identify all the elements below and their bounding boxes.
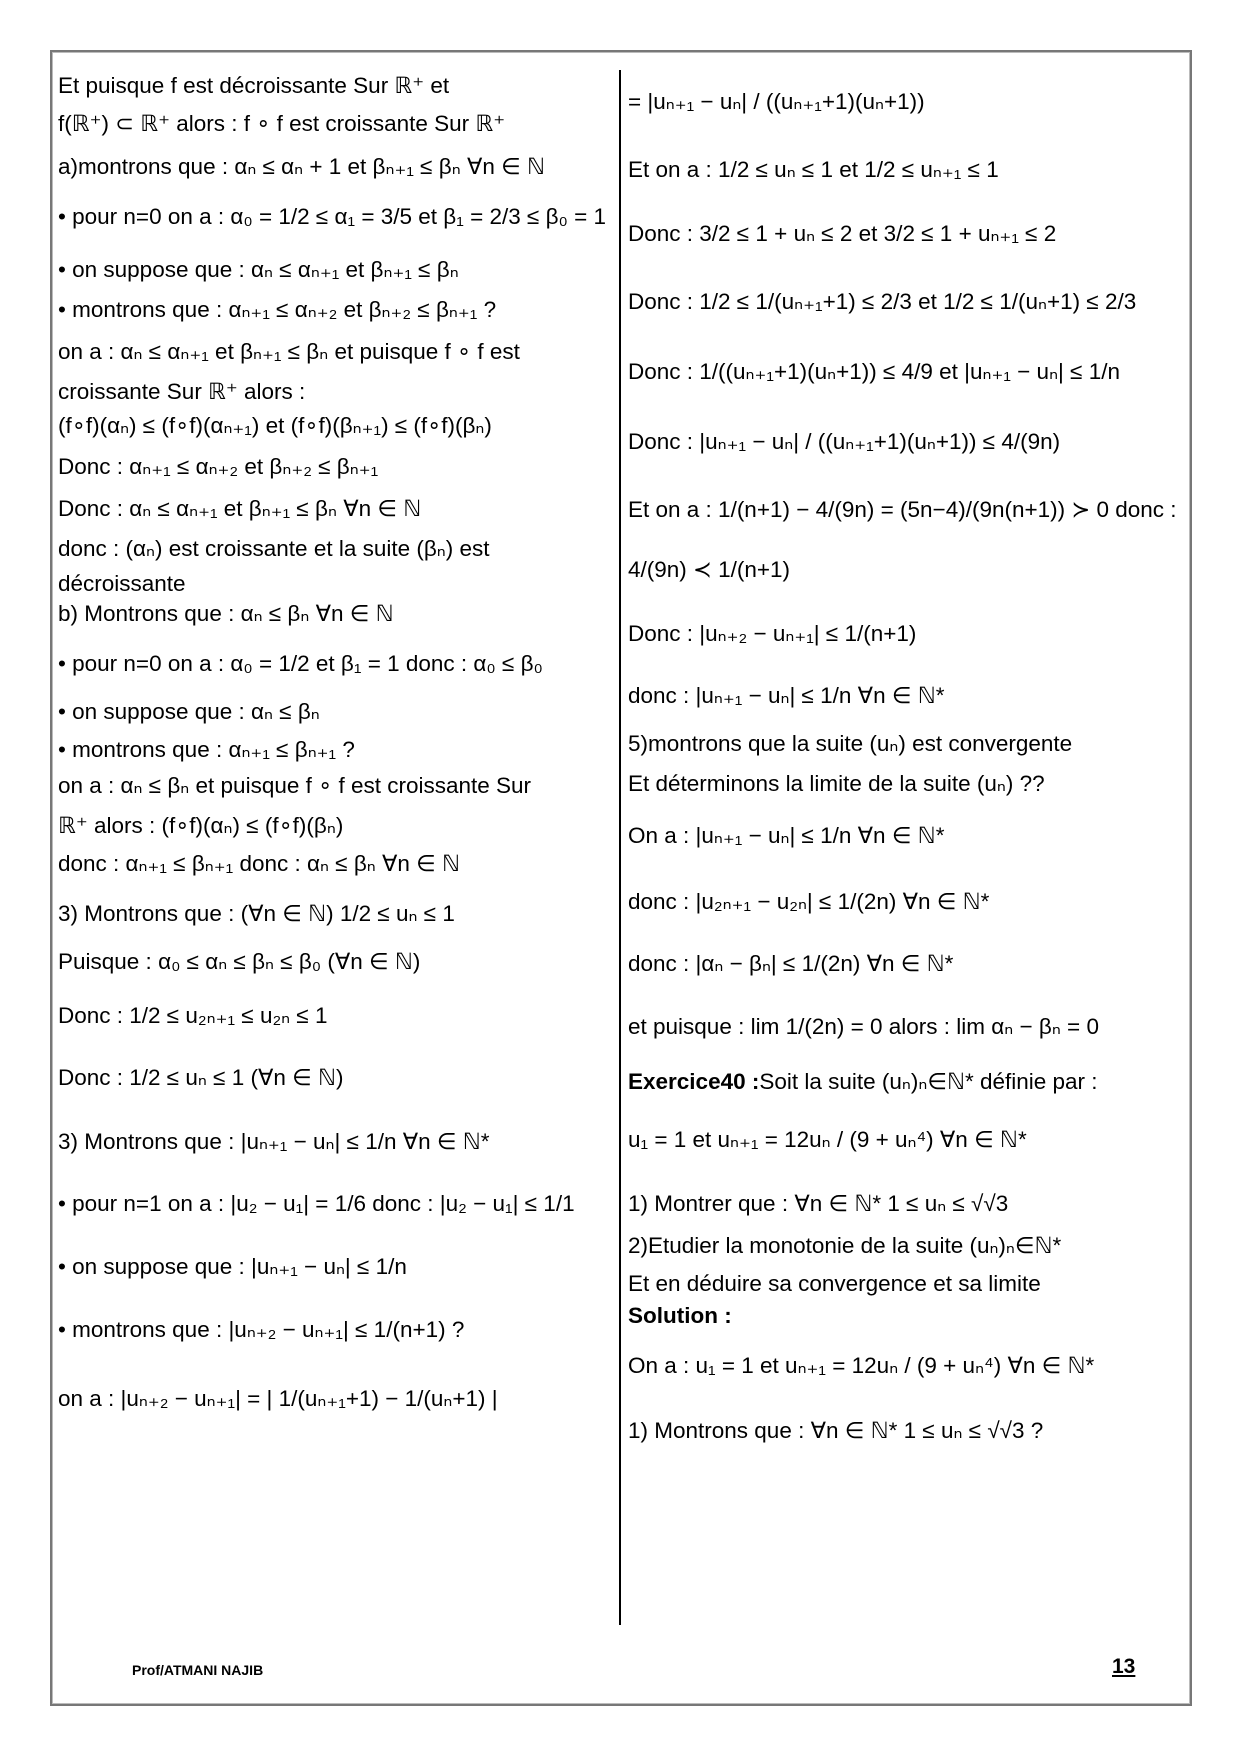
right-line-5: Donc : 1/((uₙ₊₁+1)(uₙ+1)) ≤ 4/9 et |uₙ₊₁ − uₙ| ≤ 1/n (628, 359, 1121, 384)
right-line-2: Et on a : 1/2 ≤ uₙ ≤ 1 et 1/2 ≤ uₙ₊₁ ≤ 1 (628, 157, 999, 182)
left-line-16: • on suppose que : αₙ ≤ βₙ (58, 699, 320, 724)
exercise-intro: Soit la suite (uₙ)ₙ∈ℕ* définie par : (759, 1069, 1098, 1094)
left-line-18: on a : αₙ ≤ βₙ et puisque f ∘ f est croissante Sur (58, 773, 532, 798)
page-number: 13 (1112, 1655, 1136, 1678)
left-line-1: Et puisque f est décroissante Sur ℝ⁺ et (58, 73, 450, 98)
exercise-question-1: 1) Montrer que : ∀n ∈ ℕ* 1 ≤ uₙ ≤ √√3 (628, 1191, 1009, 1216)
left-line-20: donc : αₙ₊₁ ≤ βₙ₊₁ donc : αₙ ≤ βₙ ∀n ∈ ℕ (58, 851, 461, 876)
right-line-15: donc : |αₙ − βₙ| ≤ 1/(2n) ∀n ∈ ℕ* (628, 951, 954, 976)
exercise-definition: u₁ = 1 et uₙ₊₁ = 12uₙ / (9 + uₙ⁴) ∀n ∈ ℕ* (628, 1127, 1027, 1152)
left-line-25: 3) Montrons que : |uₙ₊₁ − uₙ| ≤ 1/n ∀n ∈ ℕ* (58, 1129, 490, 1154)
left-line-4: • pour n=0 on a : α₀ = 1/2 ≤ α₁ = 3/5 et β₁ = 2/3 ≤ β₀ = 1 (58, 204, 607, 229)
left-line-9: (f∘f)(αₙ) ≤ (f∘f)(αₙ₊₁) et (f∘f)(βₙ₊₁) ≤ (f∘f)(βₙ) (58, 413, 492, 438)
left-line-27: • on suppose que : |uₙ₊₁ − uₙ| ≤ 1/n (58, 1254, 407, 1279)
left-line-12: donc : (αₙ) est croissante et la suite (βₙ) est (58, 536, 490, 561)
left-line-14: b) Montrons que : αₙ ≤ βₙ ∀n ∈ ℕ (58, 601, 394, 626)
solution-label (628, 1302, 732, 1330)
left-line-3: a)montrons que : αₙ ≤ αₙ + 1 et βₙ₊₁ ≤ βₙ ∀n ∈ ℕ (58, 154, 545, 179)
left-line-28: • montrons que : |uₙ₊₂ − uₙ₊₁| ≤ 1/(n+1) ? (58, 1317, 465, 1342)
exercise-question-2b: Et en déduire sa convergence et sa limite (628, 1271, 1041, 1296)
right-line-4: Donc : 1/2 ≤ 1/(uₙ₊₁+1) ≤ 2/3 et 1/2 ≤ 1/(uₙ+1) ≤ 2/3 (628, 289, 1137, 314)
left-line-13: décroissante (58, 571, 186, 596)
solution-line-1: On a : u₁ = 1 et uₙ₊₁ = 12uₙ / (9 + uₙ⁴) ∀n ∈ ℕ* (628, 1353, 1095, 1378)
left-line-15: • pour n=0 on a : α₀ = 1/2 et β₁ = 1 donc : α₀ ≤ β₀ (58, 651, 543, 676)
right-line-3: Donc : 3/2 ≤ 1 + uₙ ≤ 2 et 3/2 ≤ 1 + uₙ₊₁ ≤ 2 (628, 221, 1057, 246)
column-divider (619, 70, 621, 1625)
left-line-2: f(ℝ⁺) ⊂ ℝ⁺ alors : f ∘ f est croissante Sur ℝ⁺ (58, 111, 506, 136)
right-line-8: 4/(9n) ≺ 1/(n+1) (628, 557, 791, 582)
left-line-22: Puisque : α₀ ≤ αₙ ≤ βₙ ≤ β₀ (∀n ∈ ℕ) (58, 949, 421, 974)
left-line-24: Donc : 1/2 ≤ uₙ ≤ 1 (∀n ∈ ℕ) (58, 1065, 344, 1090)
right-line-7: Et on a : 1/(n+1) − 4/(9n) = (5n−4)/(9n(n+1)) ≻ 0 donc : (628, 497, 1177, 522)
right-line-11: 5)montrons que la suite (uₙ) est convergente (628, 731, 1073, 756)
left-line-21: 3) Montrons que : (∀n ∈ ℕ) 1/2 ≤ uₙ ≤ 1 (58, 901, 455, 926)
right-line-6: Donc : |uₙ₊₁ − uₙ| / ((uₙ₊₁+1)(uₙ+1)) ≤ 4/(9n) (628, 429, 1061, 454)
solution-line-2: 1) Montrons que : ∀n ∈ ℕ* 1 ≤ uₙ ≤ √√3 ? (628, 1418, 1044, 1443)
left-line-5: • on suppose que : αₙ ≤ αₙ₊₁ et βₙ₊₁ ≤ βₙ (58, 257, 459, 282)
right-line-10: donc : |uₙ₊₁ − uₙ| ≤ 1/n ∀n ∈ ℕ* (628, 683, 945, 708)
left-line-7: on a : αₙ ≤ αₙ₊₁ et βₙ₊₁ ≤ βₙ et puisque f ∘ f est (58, 339, 520, 364)
right-line-1: = |uₙ₊₁ − uₙ| / ((uₙ₊₁+1)(uₙ+1)) (628, 89, 925, 114)
left-line-23: Donc : 1/2 ≤ u₂ₙ₊₁ ≤ u₂ₙ ≤ 1 (58, 1003, 328, 1028)
exercise-heading (628, 1068, 1098, 1096)
left-line-8: croissante Sur ℝ⁺ alors : (58, 379, 306, 404)
right-line-12: Et déterminons la limite de la suite (uₙ) ?? (628, 771, 1045, 796)
solution-label-text: Solution : (628, 1303, 732, 1328)
left-line-11: Donc : αₙ ≤ αₙ₊₁ et βₙ₊₁ ≤ βₙ ∀n ∈ ℕ (58, 496, 422, 521)
left-line-26: • pour n=1 on a : |u₂ − u₁| = 1/6 donc : |u₂ − u₁| ≤ 1/1 (58, 1191, 575, 1216)
left-line-29: on a : |uₙ₊₂ − uₙ₊₁| = | 1/(uₙ₊₁+1) − 1/(uₙ+1) | (58, 1386, 498, 1411)
right-line-13: On a : |uₙ₊₁ − uₙ| ≤ 1/n ∀n ∈ ℕ* (628, 823, 945, 848)
footer-author: Prof/ATMANI NAJIB (132, 1662, 264, 1678)
right-line-16: et puisque : lim 1/(2n) = 0 alors : lim αₙ − βₙ = 0 (628, 1014, 1099, 1039)
left-line-17: • montrons que : αₙ₊₁ ≤ βₙ₊₁ ? (58, 737, 355, 762)
left-line-6: • montrons que : αₙ₊₁ ≤ αₙ₊₂ et βₙ₊₂ ≤ βₙ₊₁ ? (58, 297, 497, 322)
right-line-14: donc : |u₂ₙ₊₁ − u₂ₙ| ≤ 1/(2n) ∀n ∈ ℕ* (628, 889, 990, 914)
exercise-question-2: 2)Etudier la monotonie de la suite (uₙ)ₙ∈ℕ* (628, 1233, 1062, 1258)
exercise-title: Exercice40 : (628, 1069, 760, 1094)
left-line-19: ℝ⁺ alors : (f∘f)(αₙ) ≤ (f∘f)(βₙ) (58, 813, 344, 838)
left-line-10: Donc : αₙ₊₁ ≤ αₙ₊₂ et βₙ₊₂ ≤ βₙ₊₁ (58, 454, 379, 479)
right-line-9: Donc : |uₙ₊₂ − uₙ₊₁| ≤ 1/(n+1) (628, 621, 917, 646)
